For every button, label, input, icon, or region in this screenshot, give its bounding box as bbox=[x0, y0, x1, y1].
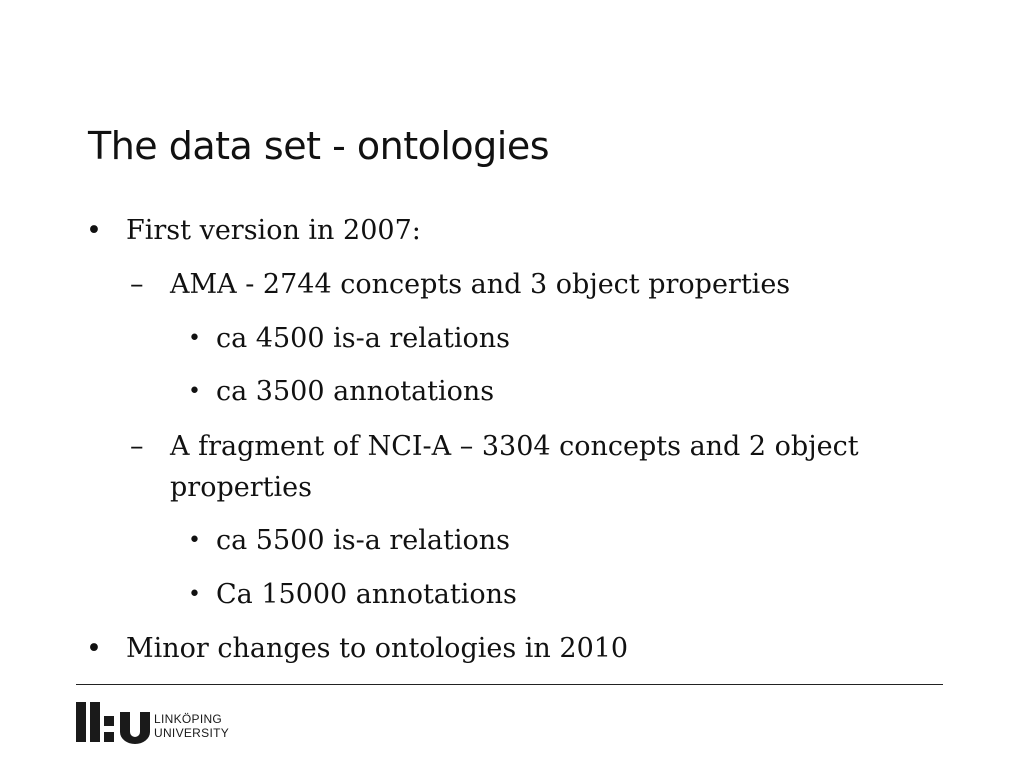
bullet-marker: – bbox=[130, 431, 144, 462]
bullet-marker: • bbox=[188, 528, 201, 553]
bullet-item bbox=[188, 524, 510, 558]
bullet-marker: • bbox=[86, 215, 102, 246]
logo-line-1: LINKÖPING bbox=[154, 712, 223, 726]
bullet-item bbox=[188, 578, 517, 612]
bullet-text: First version in 2007: bbox=[126, 215, 421, 246]
bullet-continuation bbox=[170, 471, 312, 505]
bullet-item bbox=[130, 430, 859, 464]
bullet-text: ca 3500 annotations bbox=[216, 376, 495, 407]
bullet-item bbox=[86, 214, 421, 248]
university-logo-text bbox=[154, 712, 229, 740]
bullet-text: Minor changes to ontologies in 2010 bbox=[126, 633, 629, 664]
bullet-item bbox=[188, 322, 510, 356]
bullet-marker: – bbox=[130, 269, 144, 300]
bullet-text: A fragment of NCI-A – 3304 concepts and 2 object bbox=[170, 431, 859, 462]
bullet-text: Ca 15000 annotations bbox=[216, 579, 517, 610]
bullet-item bbox=[130, 268, 791, 302]
bullet-marker: • bbox=[188, 379, 201, 404]
logo-line-2: UNIVERSITY bbox=[154, 726, 230, 740]
slide-title: The data set - ontologies bbox=[88, 124, 550, 168]
footer-divider bbox=[76, 684, 943, 685]
bullet-text: AMA - 2744 concepts and 3 object properties bbox=[170, 269, 791, 300]
bullet-marker: • bbox=[188, 582, 201, 607]
bullet-text: ca 5500 is-a relations bbox=[216, 525, 510, 556]
bullet-marker: • bbox=[86, 633, 102, 664]
bullet-text: ca 4500 is-a relations bbox=[216, 323, 510, 354]
bullet-text: properties bbox=[170, 472, 312, 503]
bullet-item bbox=[86, 632, 629, 666]
bullet-marker: • bbox=[188, 326, 201, 351]
bullet-item bbox=[188, 375, 495, 409]
